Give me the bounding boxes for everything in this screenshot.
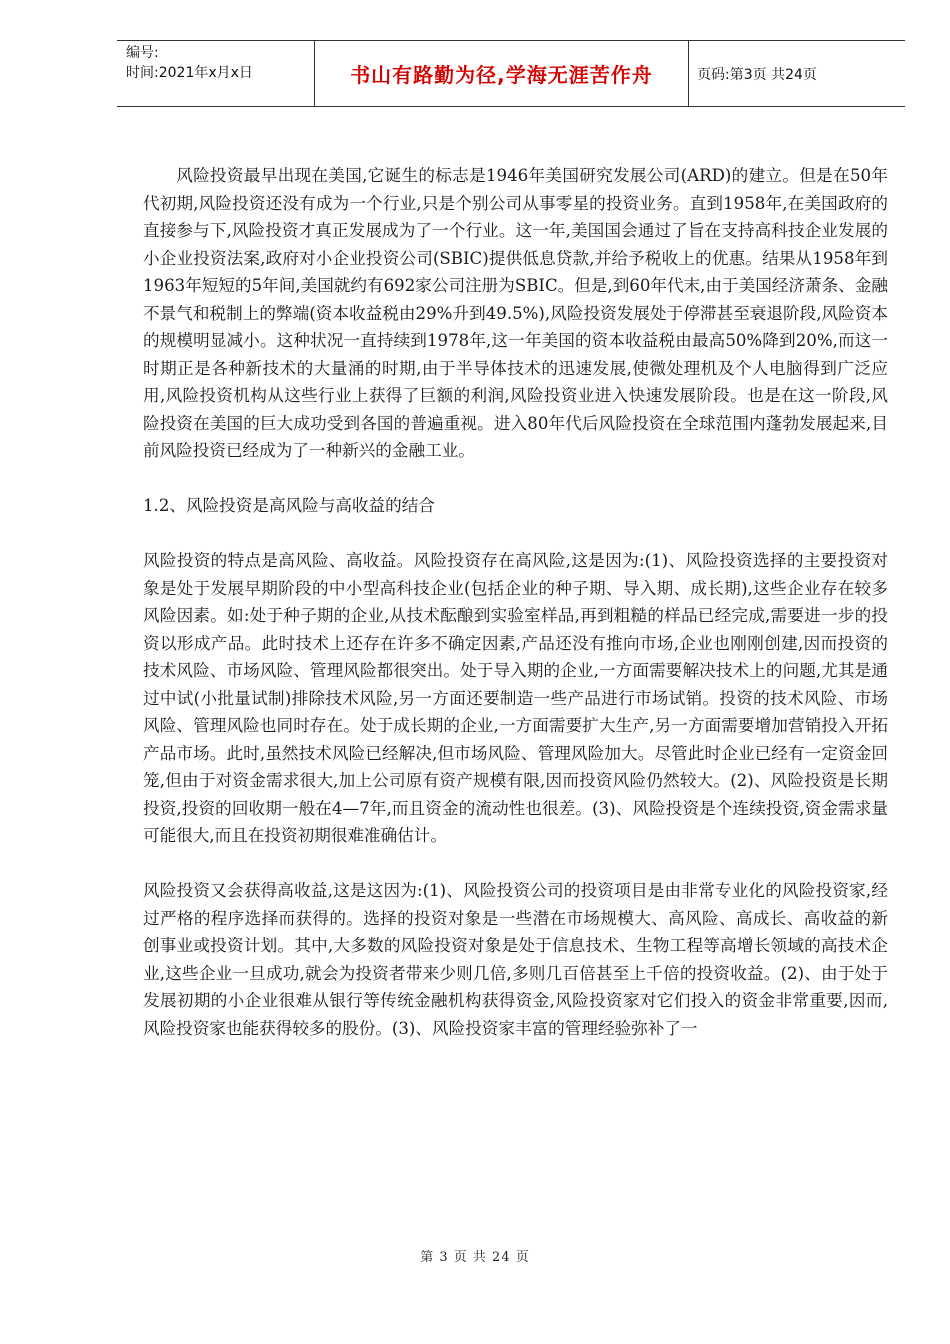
paragraph-history: 风险投资最早出现在美国,它诞生的标志是1946年美国研究发展公司(ARD)的建立。但是在50年代初期,风险投资还没有成为一个行业,只是个别公司从事零星的投资业务。直到1958年,在美国政府的直接参与下,风险投资才真正发展成为了一个行业。这一年,美国国会通过了旨在支持高科技企业发展的小企业投资法案,政府对小企业投资公司(SBIC)提供低息贷款,并给予税收上的优惠。结果从1958年到1963年短短的5年间,美国就约有692家公司注册为SBIC。但是,到60年代末,由于美国经济萧条、金融不景气和税制上的弊端(资本收益税由29%升到49.5%),风险投资发展处于停滞甚至衰退阶段,风险资本的规模明显减小。这种状况一直持续到1978年,这一年美国的资本收益税由最高50%降到20%,而这一时期正是各种新技术的大量涌的时期,由于半导体技术的迅速发展,使微处理机及个人电脑得到广泛应用,风险投资机构从这些行业上获得了巨额的利润,风险投资业进入快速发展阶段。也是在这一阶段,风险投资在美国的巨大成功受到各国的普遍重视。进入80年代后风险投资在全球范围内蓬勃发展起来,目前风险投资已经成为了一种新兴的金融工业。 — [143, 166, 888, 460]
header-motto: 书山有路勤为径,学海无涯苦作舟 — [315, 41, 689, 106]
document-time-label: 时间:2021年x月x日 — [126, 65, 253, 81]
section-heading: 1.2、风险投资是高风险与高收益的结合 — [143, 496, 435, 515]
page-header — [117, 40, 905, 107]
document-number-label: 编号: — [126, 45, 159, 61]
header-meta — [117, 41, 315, 106]
header-page-info: 页码:第3页 共24页 — [697, 66, 817, 83]
paragraph-high-return: 风险投资又会获得高收益,这是这因为:(1)、风险投资公司的投资项目是由非常专业化的风险投资家,经过严格的程序选择而获得的。选择的投资对象是一些潜在市场规模大、高风险、高成长、高收益的新创事业或投资计划。其中,大多数的风险投资对象是处于信息技术、生物工程等高增长领域的高技术企业,这些企业一旦成功,就会为投资者带来少则几倍,多则几百倍甚至上千倍的投资收益。(2)、由于处于发展初期的小企业很难从银行等传统金融机构获得资金,风险投资家对它们投入的资金非常重要,因而,风险投资家也能获得较多的股份。(3)、风险投资家丰富的管理经验弥补了一 — [143, 881, 888, 1038]
page-footer: 第 3 页 共 24 页 — [420, 1250, 530, 1265]
paragraph-high-risk: 风险投资的特点是高风险、高收益。风险投资存在高风险,这是因为:(1)、风险投资选择的主要投资对象是处于发展早期阶段的中小型高科技企业(包括企业的种子期、导入期、成长期),这些企业存在较多风险因素。如:处于种子期的企业,从技术酝酿到实验室样品,再到粗糙的样品已经完成,需要进一步的投资以形成产品。此时技术上还存在许多不确定因素,产品还没有推向市场,企业也刚刚创建,因而投资的技术风险、市场风险、管理风险都很突出。处于导入期的企业,一方面需要解决技术上的问题,尤其是通过中试(小批量试制)排除技术风险,另一方面还要制造一些产品进行市场试销。投资的技术风险、市场风险、管理风险也同时存在。处于成长期的企业,一方面需要扩大生产,另一方面需要增加营销投入开拓产品市场。此时,虽然技术风险已经解决,但市场风险、管理风险加大。尽管此时企业已经有一定资金回笼,但由于对资金需求很大,加上公司原有资产规模有限,因而投资风险仍然较大。(2)、风险投资是长期投资,投资的回收期一般在4—7年,而且资金的流动性也很差。(3)、风险投资是个连续投资,资金需求量可能很大,而且在投资初期很难准确估计。 — [143, 551, 888, 845]
document-body — [143, 162, 888, 1042]
